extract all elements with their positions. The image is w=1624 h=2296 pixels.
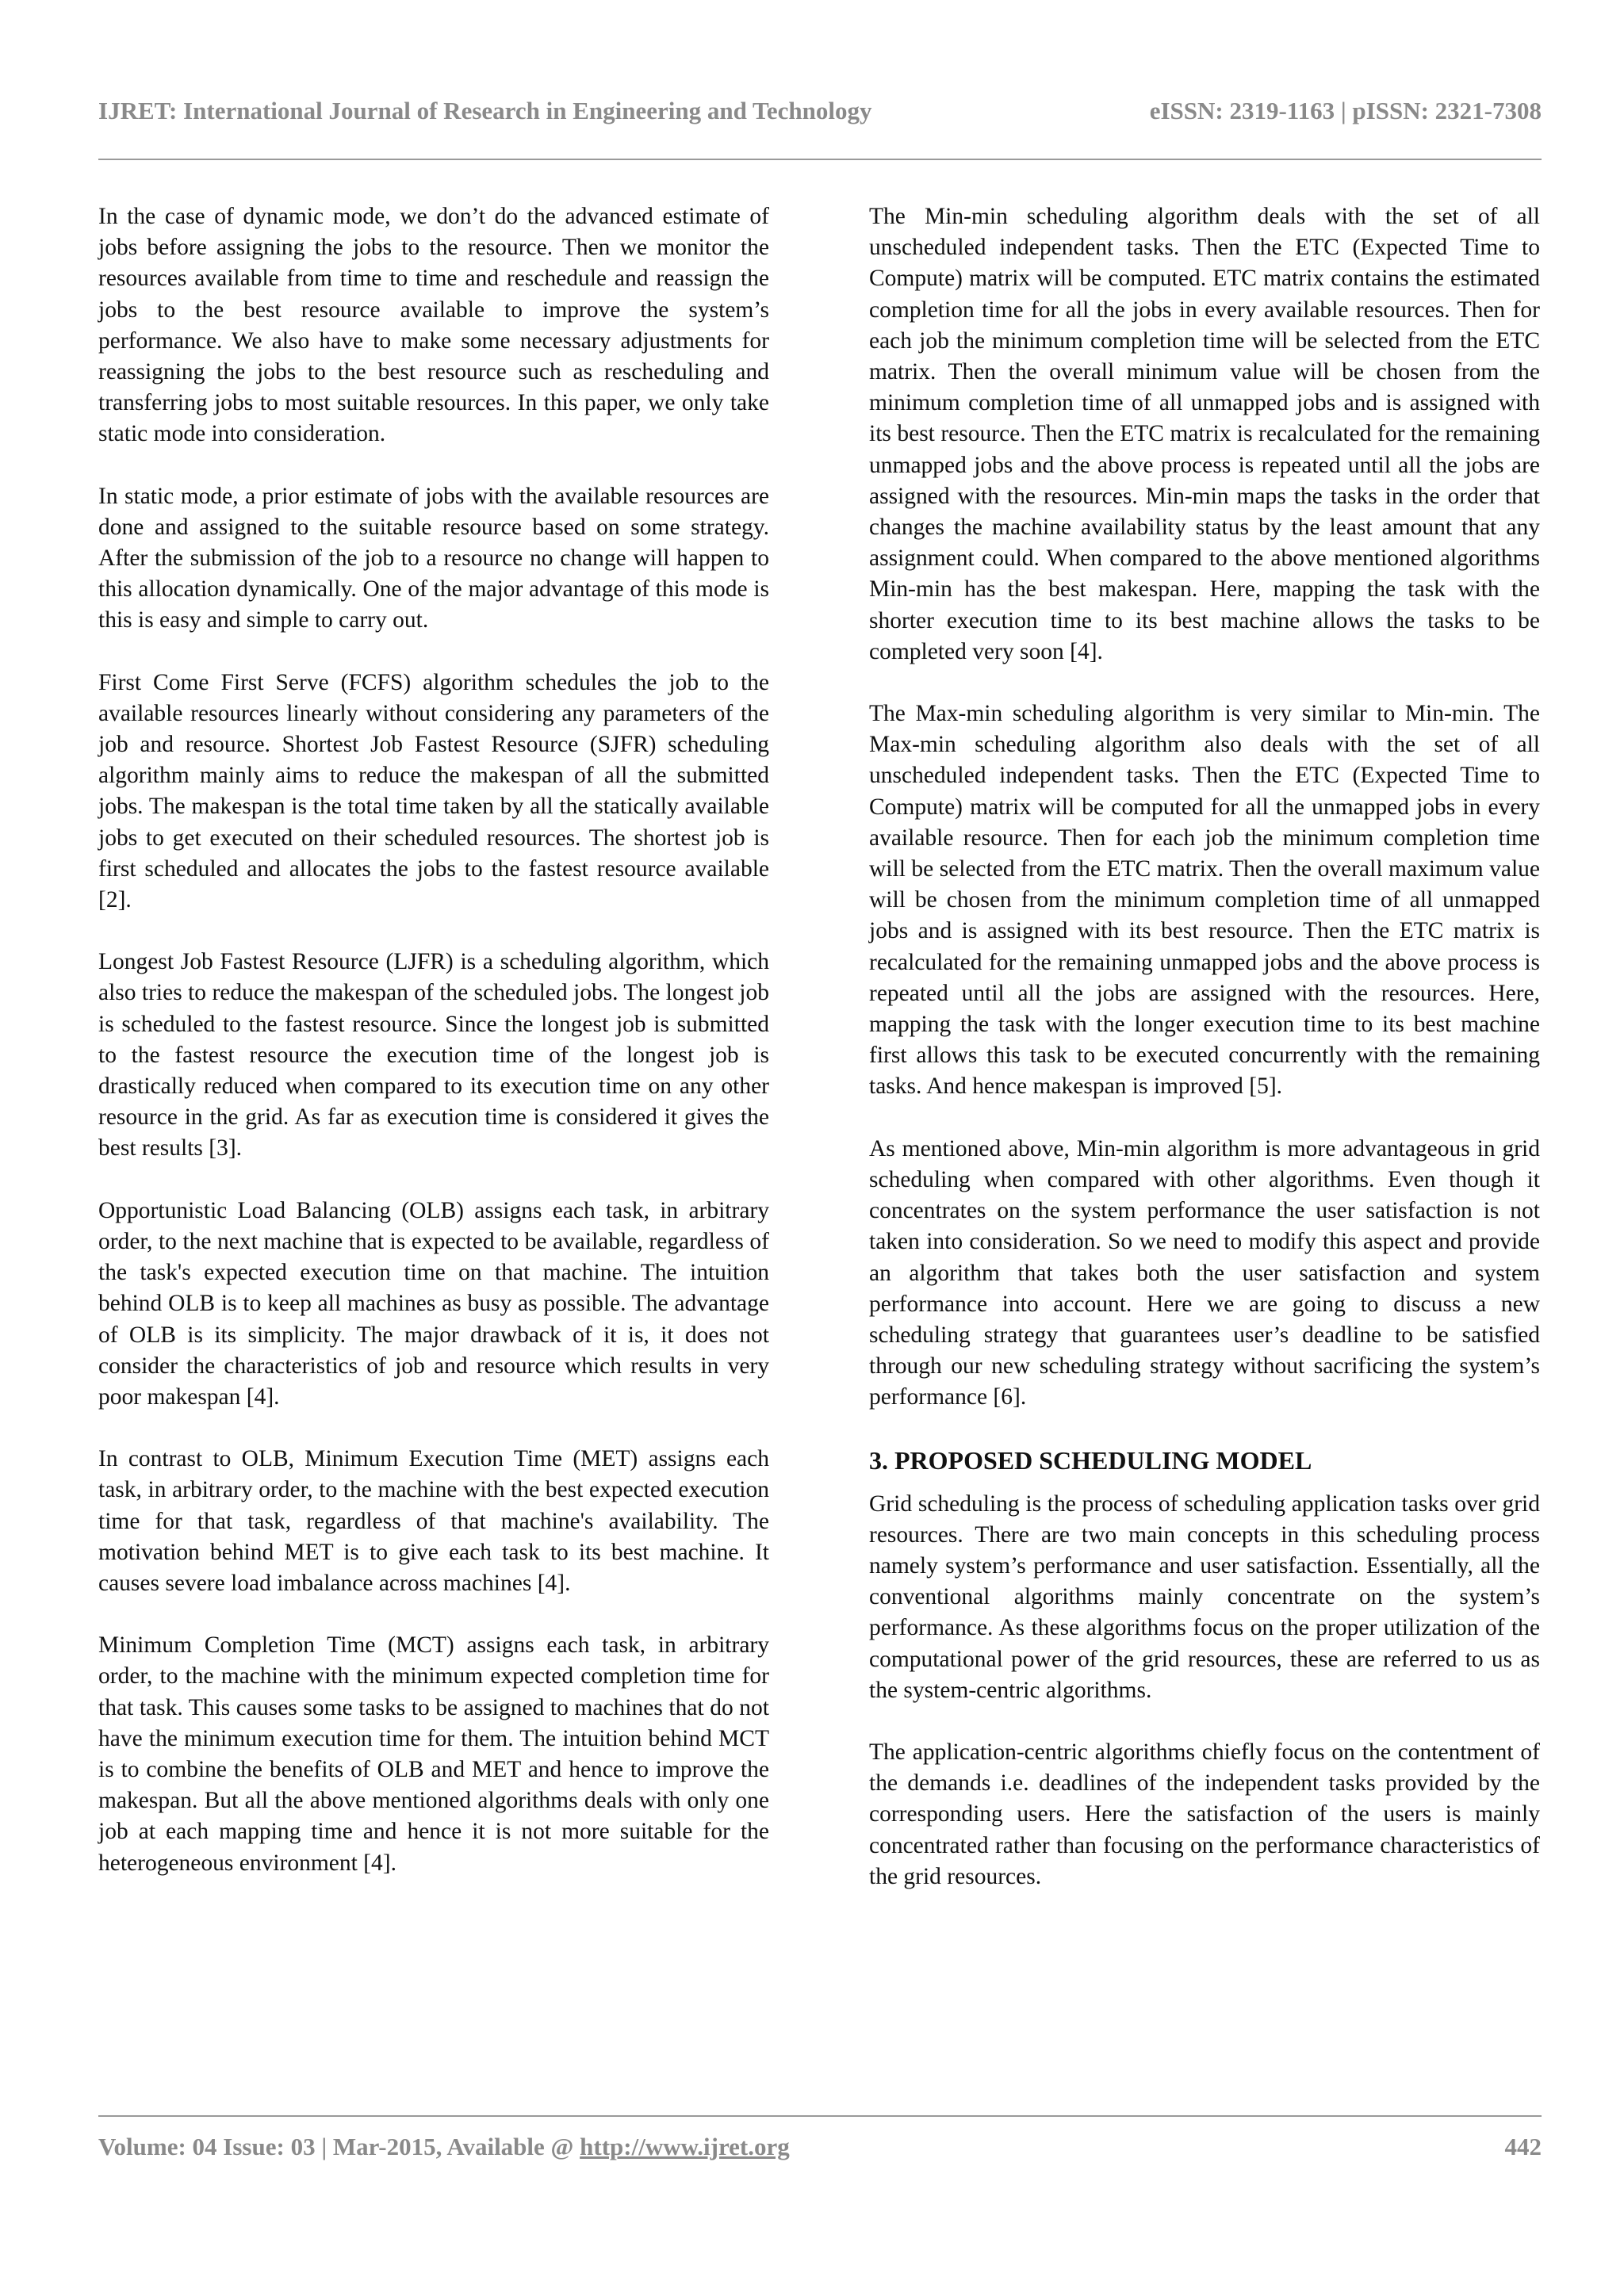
left-column [98,201,769,1910]
paragraph-met: In contrast to OLB, Minimum Execution Time (MET) assigns each task, in arbitrary order, to the machine with the best expected execution time for that task, regardless of that machine's availability. The motivation behind MET is to give each task to its best machine. It causes severe load imbalance across machines [4]. [98,1446,769,1596]
paragraph-min-min: The Min-min scheduling algorithm deals with the set of all unscheduled independent tasks. Then the ETC (Expected Time to Compute) matrix will be computed. ETC matrix contains the estimated completion time for all the jobs in every available resources. Then for each job the minimum completion time will be selected from the ETC matrix. Then the overall minimum value will be chosen from the minimum completion time of all unmapped jobs and is assigned with its best resource. Then the ETC matrix is recalculated for the remaining unmapped jobs and the above process is repeated until all the jobs are assigned with the resources. Min-min maps the tasks in the order that changes the machine availability status by the least amount that any assignment could. When compared to the above mentioned algorithms Min-min has the best makespan. Here, mapping the task with the shorter execution time to its best machine allows the tasks to be completed very soon [4]. [869,204,1540,664]
paragraph-olb: Opportunistic Load Balancing (OLB) assigns each task, in arbitrary order, to the next machine that is expected to be available, regardless of the task's expected execution time on that machine. The intuition behind OLB is to keep all machines as busy as possible. The advantage of OLB is its simplicity. The major drawback of it is, it does not consider the characteristics of job and resource which results in very poor makespan [4]. [98,1197,769,1410]
volume-text: Volume: 04 Issue: 03 | Mar-2015, Available @ [98,2133,580,2160]
journal-title: IJRET: International Journal of Research in Engineering and Technology [98,97,872,124]
paragraph-application-centric: The application-centric algorithms chiefly focus on the contentment of the demands i.e. deadlines of the independent tasks provided by the corresponding users. Here the satisfaction of the users is mainly concentrated rather than focusing on the performance characteristics of the grid resources. [869,1739,1540,1889]
journal-link[interactable]: http://www.ijret.org [580,2133,790,2160]
paragraph-dynamic-mode: In the case of dynamic mode, we don’t do the advanced estimate of jobs before assigning the jobs to the resource. Then we monitor the resources available from time to time and reschedule and reassign the jobs to the best resource available to improve the system’s performance. We also have to make some necessary adjustments for reassigning the jobs to the best resource such as rescheduling and transferring jobs to most suitable resources. In this paper, we only take static mode into consideration. [98,204,769,447]
header-divider [98,159,1542,160]
paragraph-fcfs: First Come First Serve (FCFS) algorithm schedules the job to the available resources linearly without considering any parameters of the job and resource. Shortest Job Fastest Resource (SJFR) scheduling algorithm mainly aims to reduce the makespan of all the submitted jobs. The makespan is the total time taken by all the statically available jobs to get executed on their scheduled resources. The shortest job is first scheduled and allocates the jobs to the fastest resource available [2]. [98,669,769,913]
paragraph-mct: Minimum Completion Time (MCT) assigns each task, in arbitrary order, to the machine with the minimum expected completion time for that task. This causes some tasks to be assigned to machines that do not have the minimum execution time for them. The intuition behind MCT is to combine the benefits of OLB and MET and hence to improve the makespan. But all the above mentioned algorithms deals with only one job at each mapping time and hence it is not more suitable for the heterogeneous environment [4]. [98,1632,769,1876]
page-number: 442 [1504,2133,1542,2160]
page-footer [98,2133,1542,2172]
paragraph-ljfr: Longest Job Fastest Resource (LJFR) is a scheduling algorithm, which also tries to reduce the makespan of the scheduled jobs. The longest job is scheduled to the fastest resource. Since the longest job is submitted to the fastest resource the execution time of the longest job is drastically reduced when compared to its execution time on any other resource in the grid. As far as execution time is considered it gives the best results [3]. [98,949,769,1161]
issn-text: eISSN: 2319-1163 | pISSN: 2321-7308 [1149,97,1542,124]
section-heading: 3. PROPOSED SCHEDULING MODEL [869,1445,1312,1475]
right-column [869,201,1540,1923]
paragraph-max-min: The Max-min scheduling algorithm is very similar to Min-min. The Max-min scheduling algorithm also deals with the set of all unscheduled independent tasks. Then the ETC (Expected Time to Compute) matrix will be computed for all the unmapped jobs in every available resource. Then for each job the minimum completion time will be selected from the ETC matrix. Then the overall maximum value will be chosen from the minimum completion time of all unmapped jobs and is assigned with its best resource. Then the ETC matrix is recalculated for the remaining unmapped jobs and the above process is repeated until all the jobs are assigned with the resources. Here, mapping the task with the longer execution time to its best machine first allows this task to be executed concurrently with the remaining tasks. And hence makespan is improved [5]. [869,701,1540,1100]
paragraph-as-mentioned: As mentioned above, Min-min algorithm is more advantageous in grid scheduling when compared with other algorithms. Even though it concentrates on the system performance the user satisfaction is not taken into consideration. So we need to modify this aspect and provide an algorithm that takes both the user satisfaction and system performance into account. Here we are going to discuss a new scheduling strategy that guarantees user’s deadline to be satisfied through our new scheduling strategy without sacrificing the system’s performance [6]. [869,1135,1540,1410]
paragraph-grid-scheduling: Grid scheduling is the process of scheduling application tasks over grid resources. There are two main concepts in this scheduling process namely system’s performance and user satisfaction. Essentially, all the conventional algorithms mainly concentrate on the system’s performance. As these algorithms focus on the proper utilization of the computational power of the grid resources, these are referred to us as the system-centric algorithms. [869,1490,1540,1703]
page-header [98,97,1542,136]
footer-divider [98,2115,1542,2117]
paragraph-static-mode: In static mode, a prior estimate of jobs with the available resources are done and assigned to the suitable resource based on some strategy. After the submission of the job to a resource no change will happen to this allocation dynamically. One of the major advantage of this mode is this is easy and simple to carry out. [98,483,769,633]
footer-volume [98,2133,790,2161]
